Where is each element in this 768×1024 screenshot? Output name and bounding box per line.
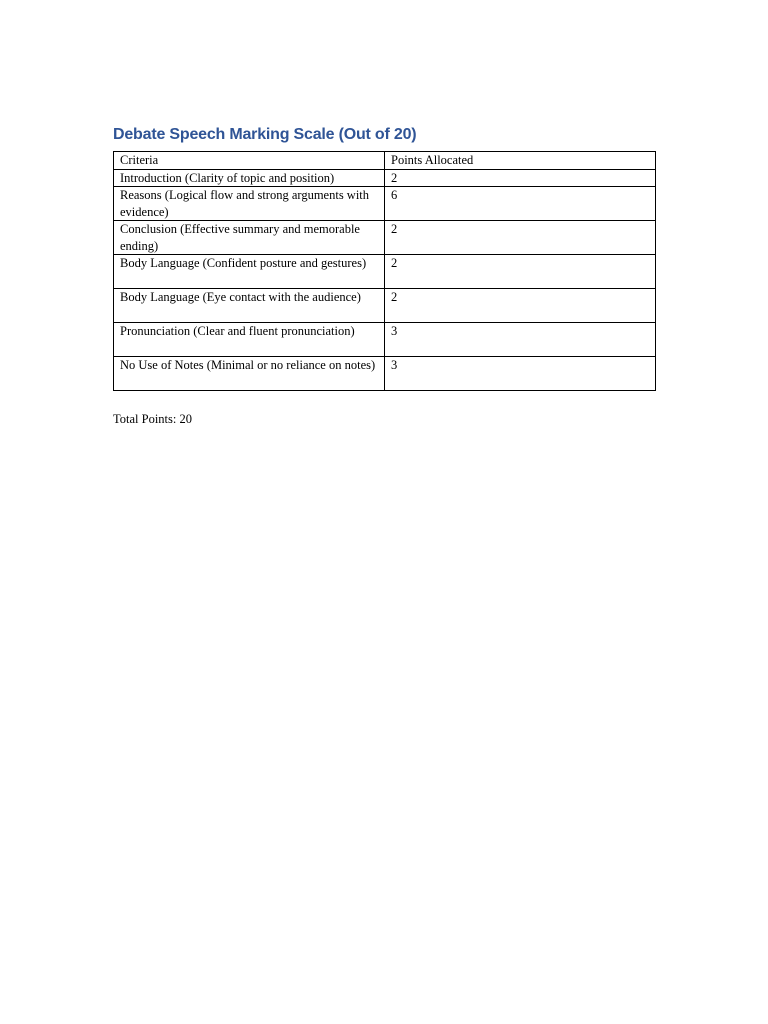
table-row <box>114 187 656 221</box>
points-cell: 2 <box>385 255 656 289</box>
table-row <box>114 169 656 187</box>
points-cell: 3 <box>385 323 656 357</box>
criteria-cell: No Use of Notes (Minimal or no reliance on notes) <box>114 357 385 391</box>
table-header-row <box>114 152 656 170</box>
table-row <box>114 323 656 357</box>
table-row <box>114 221 656 255</box>
header-points: Points Allocated <box>385 152 656 170</box>
table-row <box>114 255 656 289</box>
header-criteria: Criteria <box>114 152 385 170</box>
criteria-cell: Introduction (Clarity of topic and position) <box>114 169 385 187</box>
document-title: Debate Speech Marking Scale (Out of 20) <box>113 126 417 143</box>
table-row <box>114 289 656 323</box>
marking-table <box>113 151 656 391</box>
criteria-cell: Body Language (Eye contact with the audience) <box>114 289 385 323</box>
points-cell: 3 <box>385 357 656 391</box>
criteria-cell: Pronunciation (Clear and fluent pronunciation) <box>114 323 385 357</box>
points-cell: 2 <box>385 289 656 323</box>
criteria-cell: Conclusion (Effective summary and memorable ending) <box>114 221 385 255</box>
points-cell: 2 <box>385 221 656 255</box>
table-row <box>114 357 656 391</box>
total-points: Total Points: 20 <box>113 412 192 426</box>
points-cell: 2 <box>385 169 656 187</box>
criteria-cell: Reasons (Logical flow and strong arguments with evidence) <box>114 187 385 221</box>
document-page <box>113 124 656 427</box>
criteria-cell: Body Language (Confident posture and gestures) <box>114 255 385 289</box>
points-cell: 6 <box>385 187 656 221</box>
